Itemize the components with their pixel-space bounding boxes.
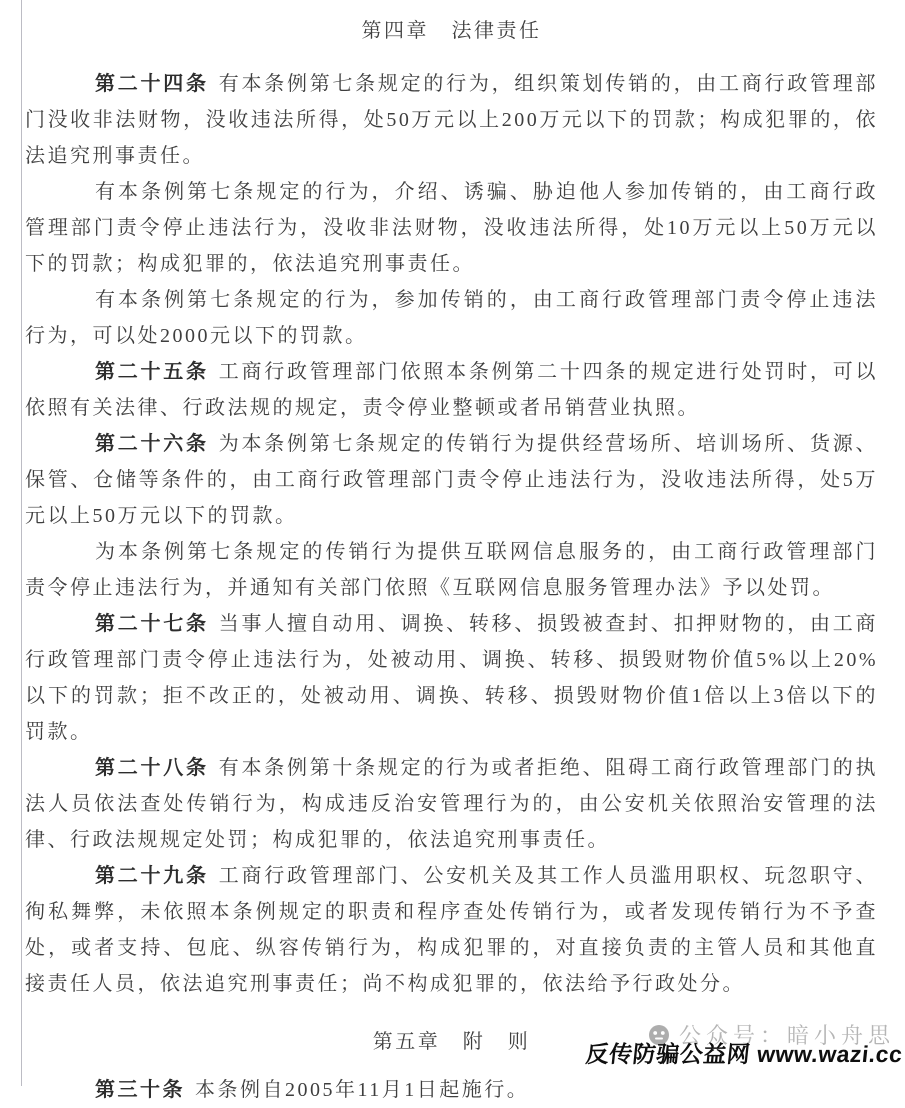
article-28-text: 有本条例第十条规定的行为或者拒绝、阻碍工商行政管理部门的执法人员依法查处传销行为，构成违反治安管理行为的，由公安机关依照治安管理的法律、行政法规规定处罚；构成犯罪的，依法追究刑事责任。 xyxy=(25,757,879,851)
article-24-clause-3 xyxy=(25,282,878,354)
article-25-paragraph xyxy=(25,354,878,426)
article-24-clause-3-text: 有本条例第七条规定的行为，参加传销的，由工商行政管理部门责令停止违法行为，可以处2000元以下的罚款。 xyxy=(25,289,878,347)
chapter-4-heading: 第四章 法律责任 xyxy=(361,20,542,42)
article-26-clause-2-text: 为本条例第七条规定的传销行为提供互联网信息服务的，由工商行政管理部门责令停止违法行为，并通知有关部门依照《互联网信息服务管理办法》予以处罚。 xyxy=(25,541,878,599)
article-25-text: 工商行政管理部门依照本条例第二十四条的规定进行处罚时，可以依照有关法律、行政法规的规定，责令停业整顿或者吊销营业执照。 xyxy=(25,361,879,419)
article-24-clause-2-text: 有本条例第七条规定的行为，介绍、诱骗、胁迫他人参加传销的，由工商行政管理部门责令停止违法行为，没收非法财物，没收违法所得，处10万元以上50万元以下的罚款；构成犯罪的，依法追究刑事责任。 xyxy=(25,181,878,275)
article-29-text: 工商行政管理部门、公安机关及其工作人员滥用职权、玩忽职守、徇私舞弊，未依照本条例规定的职责和程序查处传销行为，或者发现传销行为不予查处，或者支持、包庇、纵容传销行为，构成犯罪的，对直接负责的主管人员和其他直接责任人员，依法追究刑事责任；尚不构成犯罪的，依法给予行政处分。 xyxy=(25,865,879,995)
article-28-paragraph xyxy=(25,750,878,858)
chapter-5-heading: 第五章 附 则 xyxy=(372,1031,531,1053)
article-24-text: 有本条例第七条规定的行为，组织策划传销的，由工商行政管理部门没收非法财物，没收违法所得，处50万元以上200万元以下的罚款；构成犯罪的，依法追究刑事责任。 xyxy=(25,73,879,167)
article-26-number: 第二十六条 xyxy=(95,433,209,455)
article-25-number: 第二十五条 xyxy=(95,361,209,383)
article-26-paragraph xyxy=(25,426,878,534)
article-26-text: 为本条例第七条规定的传销行为提供经营场所、培训场所、货源、保管、仓储等条件的，由工商行政管理部门责令停止违法行为，没收违法所得，处5万元以上50万元以下的罚款。 xyxy=(25,433,879,527)
article-29-number: 第二十九条 xyxy=(95,865,209,887)
article-29-paragraph xyxy=(25,858,878,1002)
article-26-clause-2 xyxy=(25,534,878,606)
article-24-clause-2 xyxy=(25,174,878,282)
article-30-text: 本条例自2005年11月1日起施行。 xyxy=(195,1079,530,1101)
article-27-text: 当事人擅自动用、调换、转移、损毁被查封、扣押财物的，由工商行政管理部门责令停止违法行为，处被动用、调换、转移、损毁财物价值5%以上20%以下的罚款；拒不改正的，处被动用、调换、转移、损毁财物价值1倍以上3倍以下的罚款。 xyxy=(25,613,879,743)
article-27-paragraph xyxy=(25,606,878,750)
article-28-number: 第二十八条 xyxy=(95,757,209,779)
article-30-paragraph xyxy=(25,1072,878,1108)
article-27-number: 第二十七条 xyxy=(95,613,209,635)
gray-watermark-text: 公众号：暗小舟思 xyxy=(678,1023,895,1048)
article-24-number: 第二十四条 xyxy=(95,73,209,95)
article-24-paragraph xyxy=(25,66,878,174)
article-30-number: 第三十条 xyxy=(95,1079,185,1101)
site-watermark: 反传防骗公益网 www.wazi.cc xyxy=(584,1041,905,1067)
